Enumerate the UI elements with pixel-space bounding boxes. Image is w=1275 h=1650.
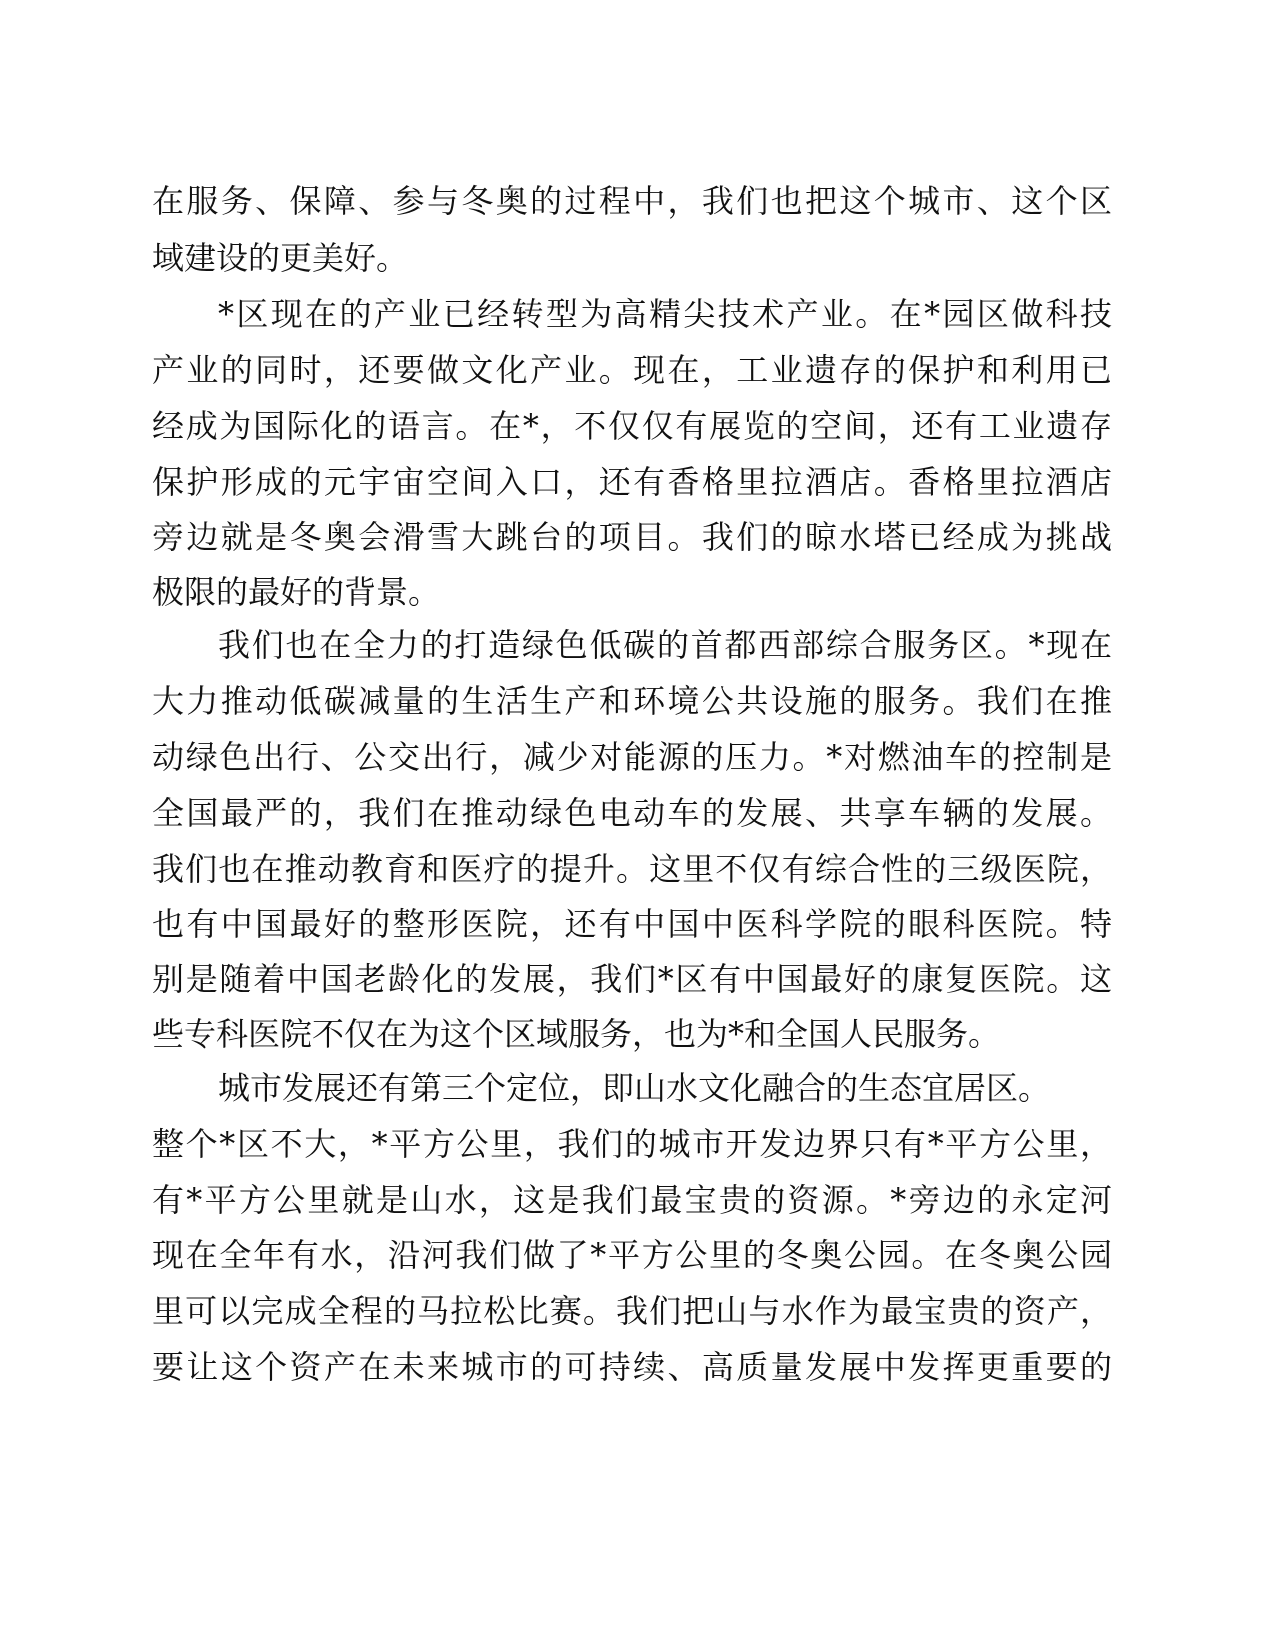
text-line: 经成为国际化的语言。在*，不仅仅有展览的空间，还有工业遗存	[152, 407, 1112, 445]
text-line: 些专科医院不仅在为这个区域服务，也为*和全国人民服务。	[152, 1015, 1001, 1053]
text-line: 极限的最好的背景。	[152, 573, 441, 611]
text-line: 里可以完成全程的马拉松比赛。我们把山与水作为最宝贵的资产，	[152, 1292, 1112, 1330]
paragraph-start-line: *区现在的产业已经转型为高精尖技术产业。在*园区做科技	[218, 295, 1112, 333]
text-line: 要让这个资产在未来城市的可持续、高质量发展中发挥更重要的	[152, 1348, 1112, 1386]
text-line: 有*平方公里就是山水，这是我们最宝贵的资源。*旁边的永定河	[152, 1181, 1112, 1219]
text-line: 全国最严的，我们在推动绿色电动车的发展、共享车辆的发展。	[152, 794, 1112, 832]
text-line: 大力推动低碳减量的生活生产和环境公共设施的服务。我们在推	[152, 682, 1112, 720]
text-line: 整个*区不大，*平方公里，我们的城市开发边界只有*平方公里，	[152, 1125, 1112, 1163]
text-line: 旁边就是冬奥会滑雪大跳台的项目。我们的晾水塔已经成为挑战	[152, 518, 1112, 556]
text-line: 保护形成的元宇宙空间入口，还有香格里拉酒店。香格里拉酒店	[152, 463, 1112, 501]
paragraph-start-line: 我们也在全力的打造绿色低碳的首都西部综合服务区。*现在	[218, 626, 1112, 664]
text-line: 产业的同时，还要做文化产业。现在，工业遗存的保护和利用已	[152, 351, 1112, 389]
text-line: 现在全年有水，沿河我们做了*平方公里的冬奥公园。在冬奥公园	[152, 1236, 1112, 1274]
paragraph-start-line: 城市发展还有第三个定位，即山水文化融合的生态宜居区。	[218, 1069, 1051, 1107]
text-line: 别是随着中国老龄化的发展，我们*区有中国最好的康复医院。这	[152, 960, 1112, 998]
text-line: 动绿色出行、公交出行，减少对能源的压力。*对燃油车的控制是	[152, 738, 1112, 776]
text-line: 在服务、保障、参与冬奥的过程中，我们也把这个城市、这个区	[152, 182, 1112, 220]
text-line: 域建设的更美好。	[152, 239, 409, 277]
text-line: 我们也在推动教育和医疗的提升。这里不仅有综合性的三级医院，	[152, 850, 1112, 888]
text-line: 也有中国最好的整形医院，还有中国中医科学院的眼科医院。特	[152, 905, 1112, 943]
